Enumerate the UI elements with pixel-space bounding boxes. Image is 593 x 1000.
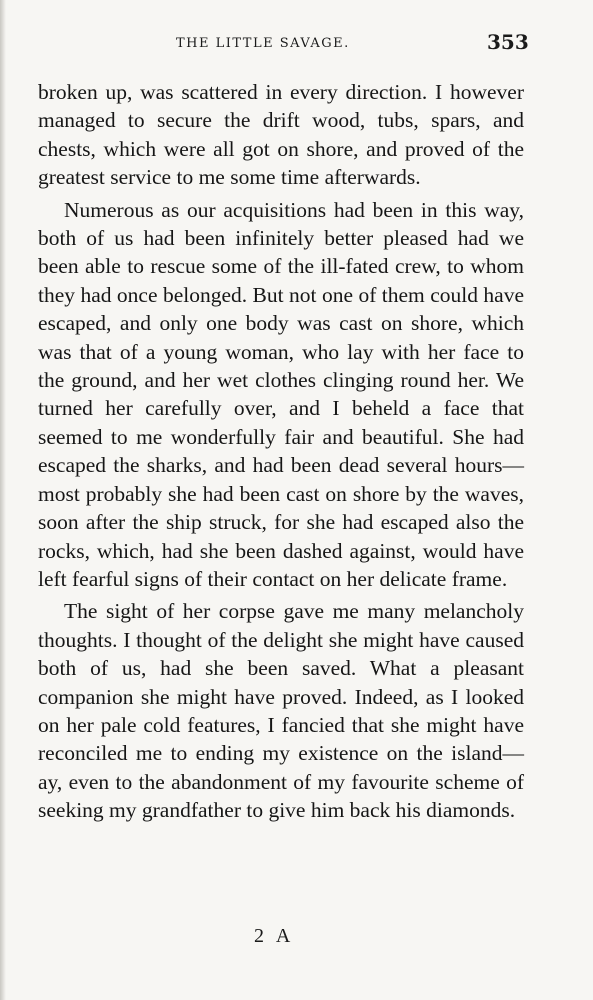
running-title: THE LITTLE SAVAGE. (176, 36, 350, 51)
paragraph-1: broken up, was scattered in every direction. I however managed to secure the drift wood, tubs, spars, and chests, which were all got on shore, and proved of the greatest service to me some time afterwards. (38, 80, 524, 190)
body-text (38, 78, 524, 825)
page-gutter-shadow (0, 0, 6, 1000)
paragraph-3: The sight of her corpse gave me many melancholy thoughts. I thought of the delight she might have caused both of us, had she been saved. What a pleasant companion she might have proved. Indeed, as I looked on her pale cold features, I fancied that she might have reconciled me to ending my existence on the island—ay, even to the abandonment of my favourite scheme of seeking my grandfather to give him back his diamonds. (38, 599, 524, 823)
signature-mark: 2 A (254, 925, 295, 947)
paragraph-2: Numerous as our acquisitions had been in this way, both of us had been infinitely better pleased had we been able to rescue some of the ill-fated crew, to whom they had once belonged. But not one of them could have escaped, and only one body was cast on shore, which was that of a young woman, who lay with her face to the ground, and her wet clothes clinging round her. We turned her carefully over, and I beheld a face that seemed to me wonderfully fair and beautiful. She had escaped the sharks, and had been dead several hours—most probably she had been cast on shore by the waves, soon after the ship struck, for she had escaped also the rocks, which, had she been dashed against, would have left fearful signs of their contact on her delicate frame. (38, 197, 524, 591)
page-number: 353 (487, 30, 529, 54)
